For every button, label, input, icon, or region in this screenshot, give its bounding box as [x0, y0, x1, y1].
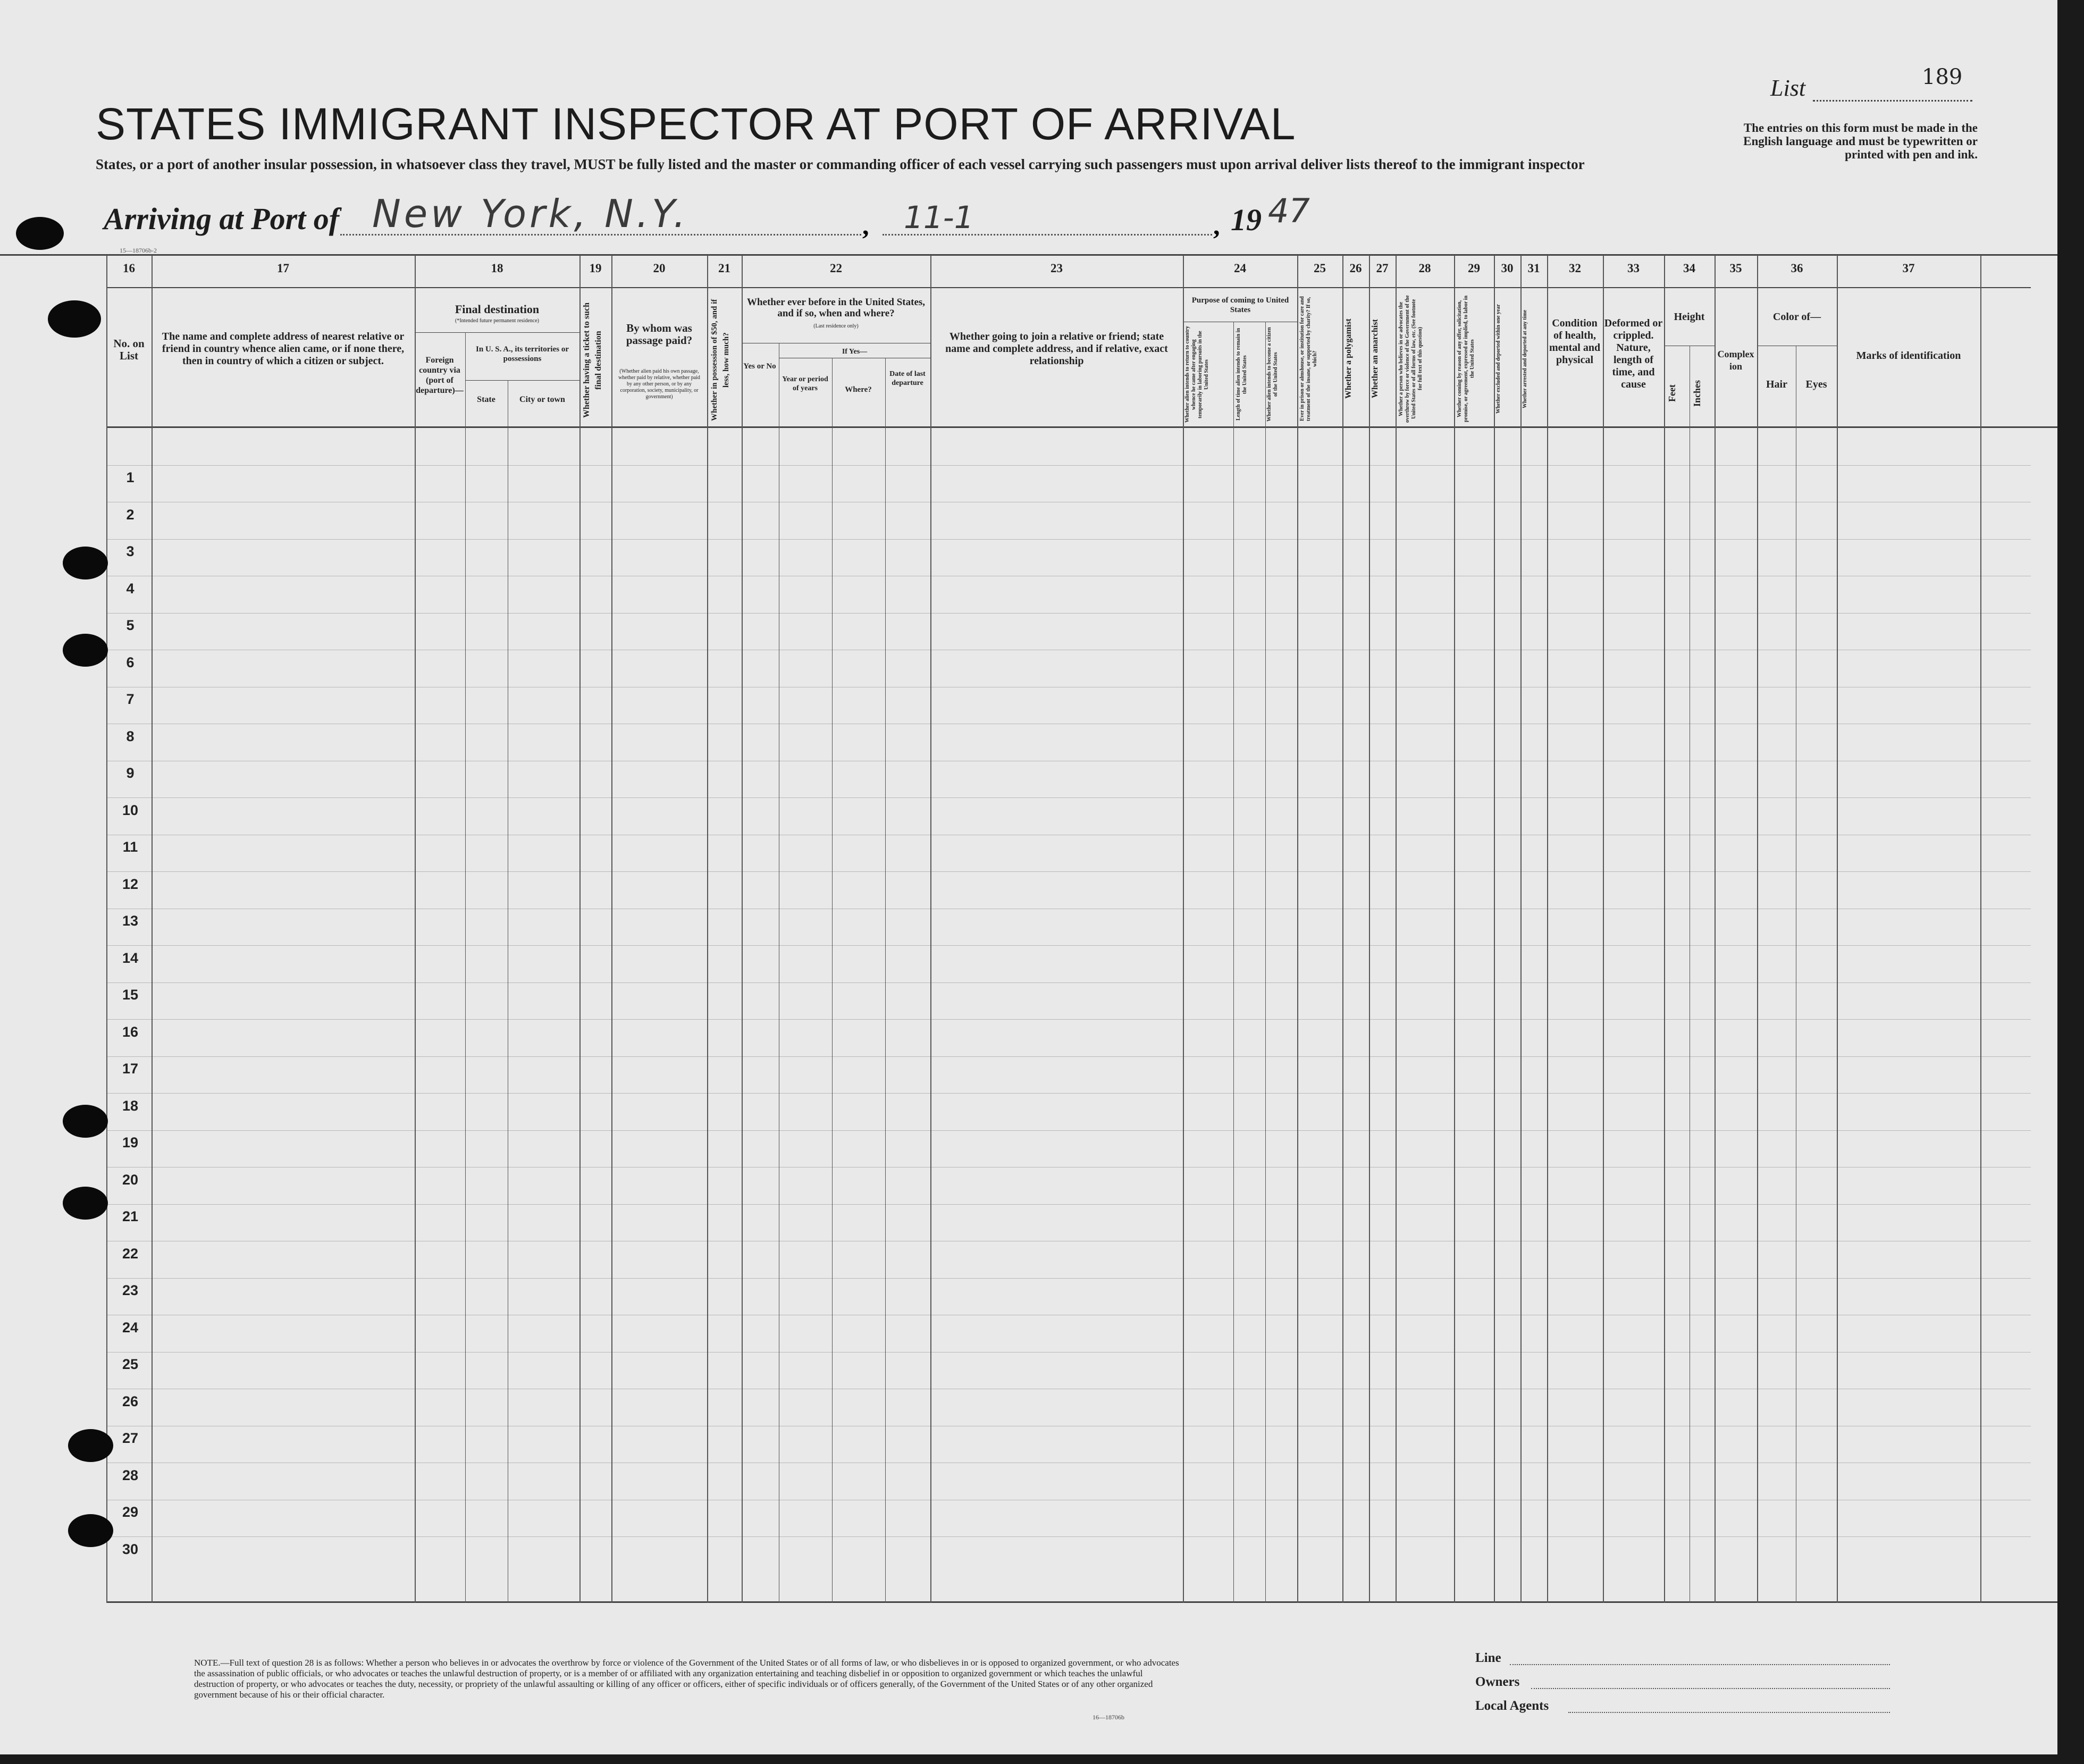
page-subtitle: States, or a port of another insular possession, in whatsoever class they travel, MUST be fully listed and the master or commanding officer of each vessel carrying such passengers must upon arrival deliver lists thereof to the immigrant inspector — [96, 156, 1585, 172]
year-handwritten: 47 — [1268, 191, 1310, 230]
column-divider — [579, 255, 581, 1603]
date-handwritten: 11-1 — [904, 199, 974, 236]
colnum-26: 26 — [1349, 262, 1362, 275]
header-c32: Condition of health, mental and physical — [1549, 317, 1601, 366]
punch-hole-icon — [16, 217, 64, 250]
column-divider — [152, 255, 153, 1603]
table-row — [106, 1093, 2031, 1094]
arriving-label: Arriving at Port of — [104, 201, 340, 236]
row-number: 2 — [126, 507, 135, 523]
table-row — [106, 871, 2031, 872]
footer-form-number: 16—18706b — [1093, 1713, 1124, 1721]
row-number: 10 — [122, 802, 139, 818]
row-number: 18 — [122, 1098, 139, 1114]
header-c22-ifyes: If Yes— — [842, 348, 868, 356]
header-c18-state: State — [477, 395, 495, 404]
row-number: 29 — [122, 1504, 139, 1520]
row-number: 28 — [122, 1467, 139, 1483]
colnum-31: 31 — [1527, 262, 1540, 275]
row-number: 17 — [122, 1061, 139, 1077]
row-number: 26 — [122, 1393, 139, 1409]
c18-sub-rule — [415, 332, 579, 333]
column-divider — [106, 255, 107, 1603]
colnum-24: 24 — [1234, 262, 1246, 275]
list-label: List — [1770, 75, 1806, 101]
header-c27: Whether an anarchist — [1371, 319, 1380, 399]
owners-label: Owners — [1475, 1675, 1520, 1689]
port-handwritten: New York, N.Y. — [372, 191, 689, 236]
header-c22-where: Where? — [845, 385, 872, 394]
table-bottom-rule — [106, 1601, 2057, 1603]
column-divider — [742, 255, 743, 1603]
sub-column-divider — [1233, 322, 1234, 1603]
table-row — [106, 945, 2031, 946]
column-divider — [930, 255, 931, 1603]
header-c22-sub: (Last residence only) — [813, 323, 859, 329]
column-divider — [1396, 255, 1397, 1603]
column-divider — [415, 255, 416, 1603]
header-c36-title: Color of— — [1772, 311, 1821, 323]
header-c22-yesno: Yes or No — [743, 362, 776, 371]
colnum-20: 20 — [653, 262, 666, 275]
column-divider — [1520, 255, 1522, 1603]
header-c24-a: Whether alien intends to return to country whence he came after engaging temporarily in laboring pursuits in the United States — [1184, 326, 1209, 423]
header-c36-eyes: Eyes — [1805, 379, 1827, 390]
header-c19: Whether having a ticket to such final destination — [582, 302, 603, 418]
table-row — [106, 1536, 2031, 1537]
comma-separator-2: , — [1213, 211, 1220, 240]
colnum-19: 19 — [589, 262, 602, 275]
colnum-29: 29 — [1468, 262, 1480, 275]
table-row — [106, 1278, 2031, 1279]
column-divider — [1837, 255, 1838, 1603]
row-number: 14 — [122, 950, 139, 966]
header-c18-foreign: Foreign country via (port of departure)— — [416, 356, 464, 395]
header-c23: Whether going to join a relative or friend; state name and complete address, and if relative, exact relationship — [945, 331, 1168, 367]
row-number: 8 — [126, 728, 135, 744]
header-c20-title: By whom was passage paid? — [626, 322, 693, 347]
row-number: 16 — [122, 1024, 139, 1040]
header-c34-title: Height — [1674, 311, 1705, 323]
header-c20-note: (Whether alien paid his own passage, whether paid by relative, whether paid by any other person, or by any corporation, society, municipality, or government) — [618, 368, 700, 400]
column-divider — [1297, 255, 1298, 1603]
header-c24-b: Length of time alien intends to remain in the United States — [1236, 328, 1248, 421]
line-field — [1510, 1664, 1890, 1665]
header-c21: Whether in possession of $50, and if less, how much? — [710, 299, 730, 422]
sub-column-divider — [885, 358, 886, 1603]
column-divider — [1757, 255, 1758, 1603]
punch-hole-icon — [63, 1187, 108, 1220]
table-row — [106, 1352, 2031, 1353]
header-c25: Ever in prison or almshouse, or institution for care and treatment of the insane, or supported by charity? If so, which? — [1299, 296, 1318, 422]
row-number: 30 — [122, 1541, 139, 1557]
footnote-text: NOTE.—Full text of question 28 is as follows: Whether a person who believes in or advocates the overthrow by force or violence of the Government of the United States or of all forms of law, or who disbelieves in or is opposed to organized government, or who advocates the assassination of public officials, or who advocates or teaches the unlawful destruction of property, or is a member of or affiliated with any organization entertaining and teaching disbelief in or opposition to organized government or which teaches the unlawful destruction of property, or who advocates or teaches the duty, necessity, or propriety of the unlawful assaulting or killing of any officer or officers, either of specific individuals or of officers generally, of the Government of the United States or of any other organized government because of his or their official character. — [194, 1658, 1179, 1700]
comma-separator: , — [862, 211, 869, 240]
row-number: 7 — [126, 691, 135, 707]
column-divider — [1342, 255, 1343, 1603]
colnum-36: 36 — [1791, 262, 1803, 275]
header-c34-inches: Inches — [1692, 380, 1702, 407]
column-divider — [1715, 255, 1716, 1603]
table-row — [106, 1019, 2031, 1020]
colnum-37: 37 — [1902, 262, 1915, 275]
row-number: 25 — [122, 1356, 139, 1372]
table-row — [106, 1130, 2031, 1131]
colnum-32: 32 — [1569, 262, 1581, 275]
row-number: 1 — [126, 469, 135, 485]
colnum-21: 21 — [718, 262, 730, 275]
column-divider — [1454, 255, 1455, 1603]
header-c22-year: Year or period of years — [782, 375, 828, 392]
header-c33: Deformed or crippled. Nature, length of time, and cause — [1604, 317, 1663, 390]
header-c18-usa: In U. S. A., its territories or possessions — [476, 345, 569, 363]
column-divider — [1980, 255, 1981, 1603]
local-agents-label: Local Agents — [1475, 1699, 1549, 1713]
header-c24-c: Whether alien intends to become a citizen of the United States — [1266, 327, 1279, 422]
table-row — [106, 613, 2031, 614]
line-label: Line — [1475, 1651, 1501, 1665]
sub-column-divider — [832, 358, 833, 1603]
punch-hole-icon — [68, 1514, 113, 1547]
punch-hole-icon — [63, 634, 108, 667]
column-divider — [707, 255, 708, 1603]
column-divider — [1494, 255, 1495, 1603]
list-number: 189 — [1922, 65, 1963, 89]
header-c22-date: Date of last departure — [889, 370, 926, 387]
sub-column-divider — [465, 332, 466, 1603]
header-c29: Whether coming by reason of any offer, solicitation, promise, or agreement, expressed or implied, to labor in the United States — [1457, 295, 1475, 423]
colnum-17: 17 — [277, 262, 289, 275]
column-divider — [611, 255, 612, 1603]
punch-hole-icon — [68, 1429, 113, 1462]
punch-hole-icon — [63, 547, 108, 579]
header-c17: The name and complete address of nearest relative or friend in country whence alien came, or if none there, then in country of which a citizen or subject. — [162, 331, 405, 367]
header-c16: No. on List — [113, 337, 145, 362]
colnum-18: 18 — [491, 262, 503, 275]
header-c18-title: Final destination — [455, 303, 540, 316]
header-c18-sub: (*Intended future permanent residence) — [455, 318, 539, 324]
row-number: 5 — [126, 617, 135, 633]
page-title: STATES IMMIGRANT INSPECTOR AT PORT OF ARRIVAL — [96, 99, 1296, 149]
header-c34-feet: Feet — [1667, 384, 1677, 402]
colnum-33: 33 — [1627, 262, 1640, 275]
header-c26: Whether a polygamist — [1344, 318, 1353, 399]
row-number: 21 — [122, 1208, 139, 1224]
row-number: 3 — [126, 543, 135, 559]
header-c37: Marks of identification — [1856, 350, 1961, 362]
row-number: 11 — [122, 839, 138, 855]
punch-hole-icon — [63, 1105, 108, 1138]
c18-sub-rule-2 — [465, 380, 579, 381]
colnum-28: 28 — [1418, 262, 1431, 275]
form-number: 15—18706b-2 — [120, 247, 157, 254]
table-row — [106, 539, 2031, 540]
row-number: 9 — [126, 765, 135, 781]
row-number: 20 — [122, 1172, 139, 1188]
header-c35: Complexion — [1717, 349, 1754, 372]
table-row — [106, 1056, 2031, 1057]
colnum-23: 23 — [1051, 262, 1063, 275]
local-agents-field — [1568, 1712, 1890, 1713]
column-divider — [1183, 255, 1184, 1603]
header-c30: Whether excluded and deported within one year — [1495, 304, 1501, 414]
table-row — [106, 797, 2031, 798]
row-number: 15 — [122, 987, 139, 1003]
row-number: 13 — [122, 913, 139, 929]
punch-hole-icon — [48, 300, 101, 338]
year-prefix: 19 — [1231, 203, 1262, 237]
colnum-rule — [106, 287, 2031, 288]
header-top-rule — [0, 254, 2057, 256]
table-row — [106, 465, 2031, 466]
row-number: 6 — [126, 654, 135, 670]
header-bottom-rule — [106, 426, 2057, 428]
english-language-notice: The entries on this form must be made in the English language and must be typewritten or printed with pen and ink. — [1743, 121, 1978, 161]
column-divider — [1547, 255, 1548, 1603]
colnum-30: 30 — [1501, 262, 1514, 275]
row-number: 12 — [122, 876, 139, 892]
header-c36-hair: Hair — [1766, 379, 1787, 390]
row-number: 23 — [122, 1282, 139, 1298]
table-row — [106, 1204, 2031, 1205]
column-divider — [1664, 255, 1665, 1603]
colnum-25: 25 — [1314, 262, 1326, 275]
row-number: 24 — [122, 1320, 139, 1335]
sub-column-divider — [1265, 322, 1266, 1603]
row-number: 27 — [122, 1430, 139, 1446]
row-number: 22 — [122, 1246, 139, 1262]
header-c22-title: Whether ever before in the United States, and if so, when and where? — [746, 297, 926, 319]
column-divider — [1603, 255, 1604, 1603]
footnote-question-28 — [194, 1658, 1183, 1700]
header-c24-title: Purpose of coming to United States — [1191, 296, 1289, 314]
colnum-16: 16 — [123, 262, 135, 275]
column-divider — [1369, 255, 1370, 1603]
header-c18-city: City or town — [519, 395, 565, 404]
header-c31: Whether arrested and deported at any time — [1522, 309, 1528, 408]
header-c28: Whether a person who believes in or advocates the overthrow by force or violence of the Government of the United States or of all forms of law, etc. (See footnote for full text of this question) — [1398, 295, 1423, 423]
colnum-35: 35 — [1729, 262, 1742, 275]
row-number: 19 — [122, 1135, 139, 1150]
colnum-22: 22 — [830, 262, 842, 275]
colnum-27: 27 — [1376, 262, 1389, 275]
table-row — [106, 982, 2031, 983]
owners-field — [1531, 1688, 1890, 1689]
colnum-34: 34 — [1683, 262, 1695, 275]
row-number: 4 — [126, 581, 135, 597]
list-dotted-line — [1813, 100, 1972, 102]
